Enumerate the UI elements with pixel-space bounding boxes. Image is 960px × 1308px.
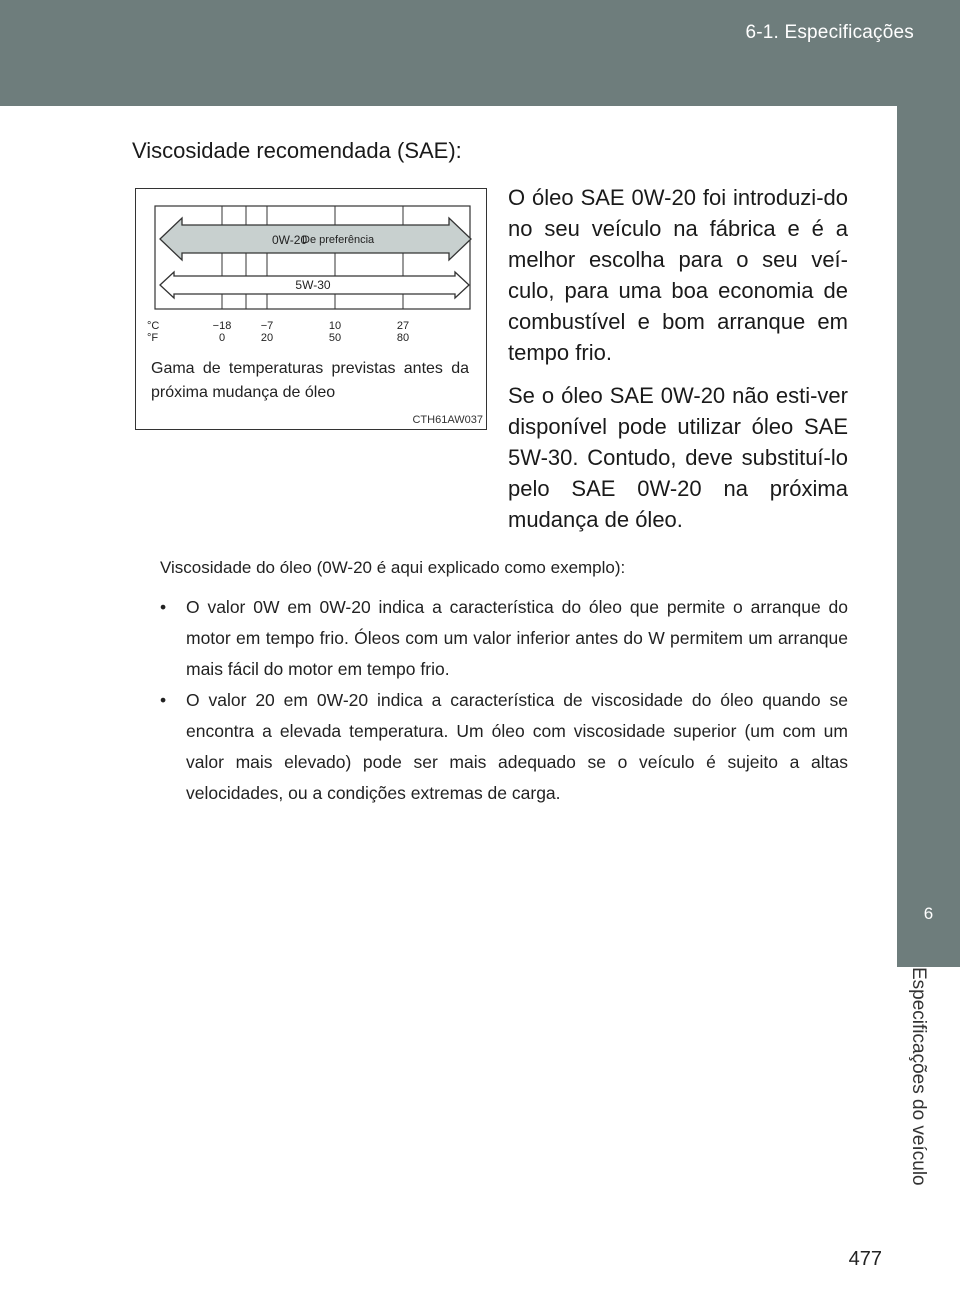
tick-c-4: 27 xyxy=(396,320,410,332)
tick-c-3: 10 xyxy=(328,320,342,332)
tick-c-1: −18 xyxy=(212,320,232,332)
tick-f-1: 0 xyxy=(218,332,226,344)
bullet-text: O valor 0W em 0W-20 indica a característica do óleo que permite o arranque do motor em tempo frio. Óleos com um valor inferior antes do W permitem um arranque mais fácil do motor em tempo frio. xyxy=(186,597,848,679)
tick-f-4: 80 xyxy=(396,332,410,344)
label-5w30: 5W-30 xyxy=(295,278,331,292)
section-title: 6-1. Especificações xyxy=(745,22,914,43)
page-header xyxy=(0,0,960,106)
chapter-tab-top xyxy=(897,106,960,867)
section-heading: Viscosidade recomendada (SAE): xyxy=(132,138,462,163)
list-item xyxy=(160,685,848,809)
paragraph-alternative-oil: Se o óleo SAE 0W-20 não esti-ver disponível pode utilizar óleo SAE 5W-30. Contudo, deve substituí-lo pelo SAE 0W-20 na próxima mudança de óleo. xyxy=(508,383,848,532)
list-item xyxy=(160,592,848,685)
tick-c-2: −7 xyxy=(260,320,274,332)
viscosity-figure xyxy=(135,188,487,430)
note-intro: Viscosidade do óleo (0W-20 é aqui explicado como exemplo): xyxy=(160,558,626,577)
bullet-text: O valor 20 em 0W-20 indica a característica de viscosidade do óleo quando se encontra a elevada temperatura. Um óleo com viscosidade superior (um com um valor mais elevado) pode ser mais adequado se o veículo é sujeito a altas velocidades, ou a condições extremas de carga. xyxy=(186,690,848,803)
figure-caption: Gama de temperaturas previstas antes da próxima mudança de óleo xyxy=(151,360,469,401)
bullet-icon: • xyxy=(160,597,167,617)
paragraph-factory-oil: O óleo SAE 0W-20 foi introduzi-do no seu veículo na fábrica e é a melhor escolha para o seu veí-culo, para uma boa economia de combustível e bom arranque em tempo frio. xyxy=(508,185,848,365)
chapter-label-area xyxy=(897,967,960,1227)
unit-celsius: °C xyxy=(147,320,160,332)
chapter-number: 6 xyxy=(923,904,934,923)
page-number: 477 xyxy=(848,1248,882,1270)
tick-f-2: 20 xyxy=(260,332,274,344)
bullet-icon: • xyxy=(160,690,167,710)
label-0w20: 0W-20 xyxy=(272,233,308,247)
bullet-list xyxy=(160,592,848,809)
tick-f-3: 50 xyxy=(328,332,342,344)
unit-fahrenheit: °F xyxy=(147,332,159,344)
chapter-tab xyxy=(897,867,960,967)
figure-code: CTH61AW037 xyxy=(412,414,483,426)
label-preferred: De preferência xyxy=(302,234,375,246)
right-column xyxy=(508,182,848,547)
chapter-label: Especificações do veículo xyxy=(908,967,929,1186)
